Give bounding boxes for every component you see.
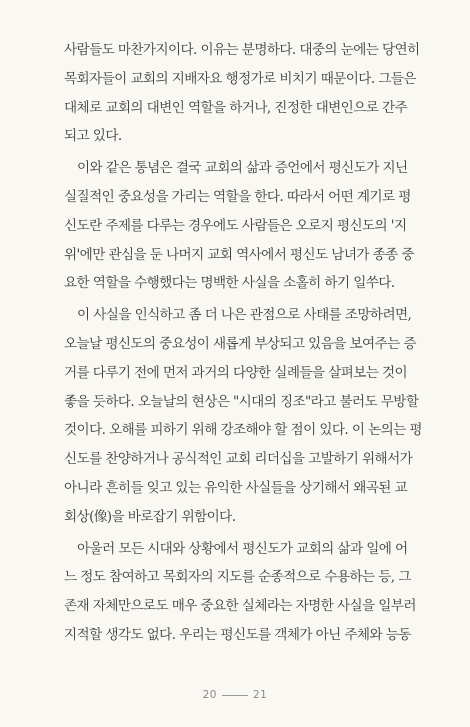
text-line: 아울러 모든 시대와 상황에서 평신도가 교회의 삶과 일에 어 — [77, 540, 408, 557]
text-line: 느 정도 참여하고 목회자의 지도를 순종적으로 수용하는 등, 그 — [64, 569, 411, 586]
text-line: 지적할 생각도 없다. 우리는 평신도를 객체가 아닌 주체와 능동 — [64, 626, 411, 643]
text-line: 존재 자체만으로도 매우 중요한 실체라는 자명한 사실을 일부러 — [64, 598, 416, 615]
text-line: 거를 다루기 전에 먼저 과거의 다양한 실례들을 살펴보는 것이 — [64, 364, 408, 381]
text-line: 좋을 듯하다. 오늘날의 현상은 "시대의 징조"라고 불러도 무방할 — [64, 393, 419, 410]
text-line: 이와 같은 통념은 결국 교회의 삶과 증언에서 평신도가 지닌 — [77, 160, 408, 177]
text-line: 이 사실을 인식하고 좀 더 나은 관점으로 사태를 조망하려면, — [77, 307, 412, 324]
paragraph-3 — [64, 301, 424, 531]
text-line: 위'에만 관심을 둔 나머지 교회 역사에서 평신도 남녀가 종종 중 — [64, 246, 414, 263]
page-numbers — [0, 689, 470, 701]
paragraph-4 — [64, 535, 424, 650]
text-line: 오늘날 평신도의 중요성이 새롭게 부상되고 있음을 보여주는 증 — [64, 335, 416, 352]
folio-dash — [222, 695, 248, 696]
text-line: 목회자들이 교회의 지배자요 행정가로 비치기 때문이다. 그들은 — [64, 70, 416, 87]
text-line: 되고 있다. — [64, 128, 122, 145]
text-line: 사람들도 마찬가지이다. 이유는 분명하다. 대중의 눈에는 당연히 — [64, 42, 420, 58]
paragraph-2 — [64, 154, 424, 298]
text-line: 신도를 찬양하거나 공식적인 교회 리더십을 고발하기 위해서가 — [64, 451, 413, 468]
text-line: 요한 역할을 수행했다는 명백한 사실을 소홀히 하기 일쑤다. — [64, 275, 395, 292]
right-page-number: 21 — [253, 689, 268, 701]
text-line: 회상(像)을 바로잡기 위함이다. — [64, 508, 236, 525]
body-text — [64, 36, 424, 650]
text-line: 대체로 교회의 대변인 역할을 하거나, 진정한 대변인으로 간주 — [64, 99, 408, 116]
text-line: 신도란 주제를 다루는 경우에도 사람들은 오로지 평신도의 '지 — [64, 217, 407, 234]
text-line: 아니라 흔히들 잊고 있는 유익한 사실들을 상기해서 왜곡된 교 — [64, 479, 408, 496]
left-page-number: 20 — [202, 689, 217, 701]
paragraph-1 — [64, 36, 424, 151]
text-line: 것이다. 오해를 피하기 위해 강조해야 할 점이 있다. 이 논의는 평 — [64, 422, 422, 439]
text-line: 실질적인 중요성을 가리는 역할을 한다. 따라서 어떤 계기로 평 — [64, 188, 411, 205]
